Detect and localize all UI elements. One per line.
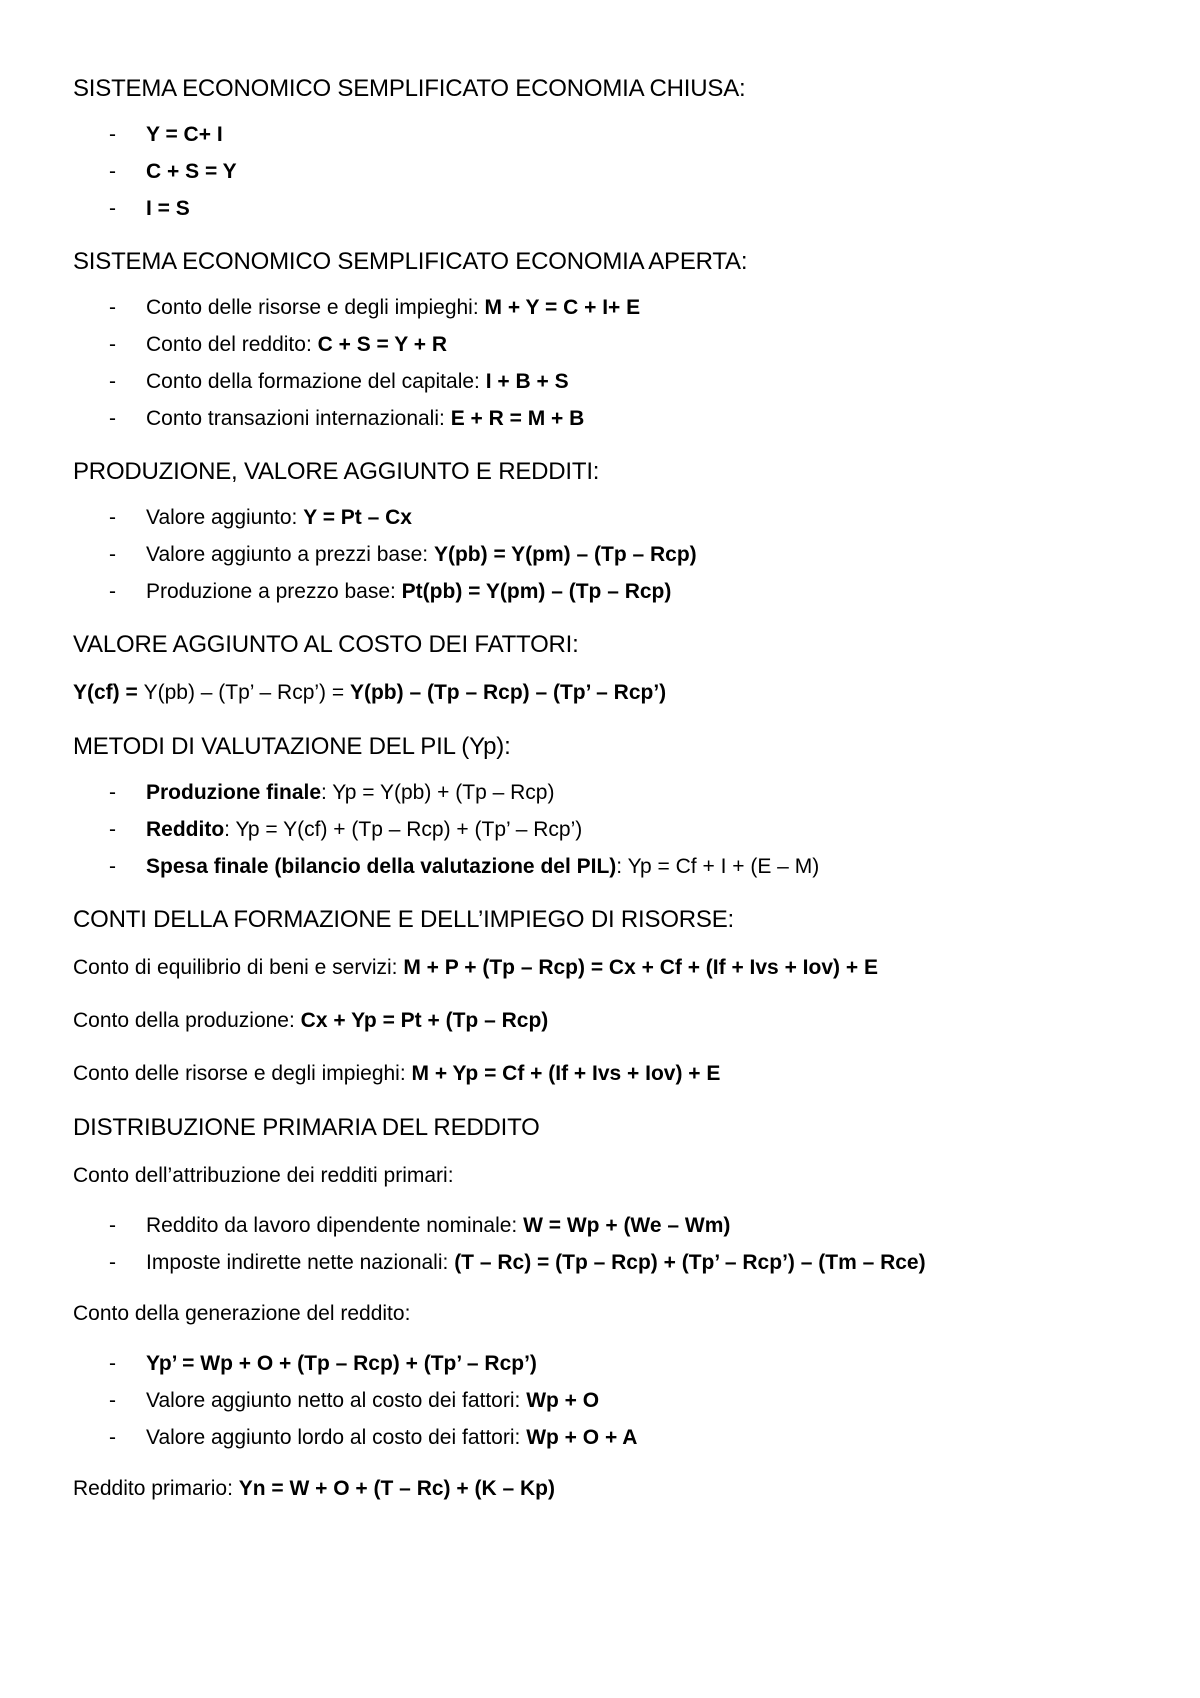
- dash-bullet: -: [109, 160, 116, 183]
- formula: E + R = M + B: [450, 407, 585, 430]
- formula-part: Y(pb) – (Tp – Rcp) – (Tp’ – Rcp’): [349, 681, 667, 704]
- subsection-intro: Conto della generazione del reddito:: [73, 1302, 411, 1325]
- formula-line: [73, 1002, 1163, 1040]
- formula: Y = Pt – Cx: [303, 506, 412, 529]
- formula: Wp + O + A: [526, 1426, 638, 1449]
- dash-bullet: -: [109, 1352, 116, 1375]
- dash-bullet: -: [109, 781, 116, 804]
- list-item: [73, 811, 1163, 848]
- section-title: SISTEMA ECONOMICO SEMPLIFICATO ECONOMIA APERTA:: [73, 248, 748, 275]
- dash-bullet: -: [109, 197, 116, 220]
- item-label: Valore aggiunto:: [146, 506, 304, 529]
- section-distribuzione-primaria: [73, 1111, 1163, 1508]
- item-label: Conto del reddito:: [146, 333, 318, 356]
- formula: I = S: [146, 197, 190, 220]
- formula: Yn = W + O + (T – Rc) + (K – Kp): [238, 1477, 555, 1500]
- list-item: [73, 1345, 1163, 1382]
- section-produzione: [73, 455, 1163, 610]
- line-label: Reddito primario:: [73, 1477, 239, 1500]
- list-item: [73, 1382, 1163, 1419]
- list-item: [73, 116, 1163, 153]
- formula-line: [73, 674, 1163, 712]
- dash-bullet: -: [109, 855, 116, 878]
- section-title: CONTI DELLA FORMAZIONE E DELL’IMPIEGO DI RISORSE:: [73, 906, 735, 933]
- item-label: Valore aggiunto netto al costo dei fattori:: [146, 1389, 527, 1412]
- section-title-main: METODI DI VALUTAZIONE DEL PIL: [73, 733, 455, 760]
- item-label: Produzione a prezzo base:: [146, 580, 402, 603]
- section-metodi-pil: [73, 730, 1163, 885]
- line-label: Conto delle risorse e degli impieghi:: [73, 1062, 412, 1085]
- formula: Pt(pb) = Y(pm) – (Tp – Rcp): [401, 580, 672, 603]
- formula: : Yp = Cf + I + (E – M): [616, 855, 820, 878]
- item-label: Conto delle risorse e degli impieghi:: [146, 296, 485, 319]
- list-item: [73, 536, 1163, 573]
- dash-bullet: -: [109, 506, 116, 529]
- formula: Cx + Yp = Pt + (Tp – Rcp): [300, 1009, 549, 1032]
- item-label: Spesa finale (bilancio della valutazione del PIL): [146, 855, 617, 878]
- dash-bullet: -: [109, 1426, 116, 1449]
- bullet-list: [73, 1207, 1163, 1281]
- formula-part: Y(pb) – (Tp’ – Rcp’) =: [143, 681, 350, 704]
- section-economia-chiusa: [73, 72, 1163, 227]
- dash-bullet: -: [109, 333, 116, 356]
- section-conti-formazione: [73, 903, 1163, 1093]
- item-label: Valore aggiunto lordo al costo dei fattori:: [146, 1426, 527, 1449]
- bullet-list: [73, 116, 1163, 227]
- formula: C + S = Y: [146, 160, 237, 183]
- formula: C + S = Y + R: [317, 333, 447, 356]
- bullet-list: [73, 774, 1163, 885]
- formula: Y = C+ I: [146, 123, 223, 146]
- list-item: [73, 326, 1163, 363]
- bullet-list: [73, 289, 1163, 437]
- list-item: [73, 1419, 1163, 1456]
- item-label: Imposte indirette nette nazionali:: [146, 1251, 455, 1274]
- list-item: [73, 573, 1163, 610]
- formula: Yp’ = Wp + O + (Tp – Rcp) + (Tp’ – Rcp’): [146, 1352, 537, 1375]
- item-label: Produzione finale: [146, 781, 322, 804]
- section-title-suffix: (Yp):: [454, 733, 511, 760]
- list-item: [73, 1244, 1163, 1281]
- dash-bullet: -: [109, 543, 116, 566]
- formula: M + Y = C + I+ E: [484, 296, 641, 319]
- formula: (T – Rc) = (Tp – Rcp) + (Tp’ – Rcp’) – (Tm – Rce): [454, 1251, 926, 1274]
- formula: Wp + O: [526, 1389, 600, 1412]
- dash-bullet: -: [109, 1251, 116, 1274]
- formula: : Yp = Y(pb) + (Tp – Rcp): [321, 781, 555, 804]
- section-title: VALORE AGGIUNTO AL COSTO DEI FATTORI:: [73, 631, 579, 658]
- subsection-intro: Conto dell’attribuzione dei redditi primari:: [73, 1164, 454, 1187]
- bullet-list: [73, 1345, 1163, 1456]
- line-label: Conto della produzione:: [73, 1009, 301, 1032]
- list-item: [73, 499, 1163, 536]
- dash-bullet: -: [109, 370, 116, 393]
- list-item: [73, 363, 1163, 400]
- section-costo-fattori: [73, 628, 1163, 712]
- item-label: Reddito: [146, 818, 225, 841]
- list-item: [73, 289, 1163, 326]
- dash-bullet: -: [109, 580, 116, 603]
- list-item: [73, 848, 1163, 885]
- formula: W = Wp + (We – Wm): [523, 1214, 731, 1237]
- section-title: [73, 730, 1163, 764]
- item-label: Conto transazioni internazionali:: [146, 407, 451, 430]
- formula: : Yp = Y(cf) + (Tp – Rcp) + (Tp’ – Rcp’): [224, 818, 583, 841]
- list-item: [73, 774, 1163, 811]
- section-title: SISTEMA ECONOMICO SEMPLIFICATO ECONOMIA CHIUSA:: [73, 75, 746, 102]
- formula: M + P + (Tp – Rcp) = Cx + Cf + (If + Ivs + Iov) + E: [403, 956, 878, 979]
- dash-bullet: -: [109, 1214, 116, 1237]
- document-page: [73, 72, 1163, 1526]
- dash-bullet: -: [109, 1389, 116, 1412]
- formula: I + B + S: [485, 370, 569, 393]
- list-item: [73, 1207, 1163, 1244]
- bullet-list: [73, 499, 1163, 610]
- formula: M + Yp = Cf + (If + Ivs + Iov) + E: [411, 1062, 721, 1085]
- item-label: Conto della formazione del capitale:: [146, 370, 486, 393]
- formula-part: Y(cf) =: [73, 681, 144, 704]
- dash-bullet: -: [109, 296, 116, 319]
- section-economia-aperta: [73, 245, 1163, 437]
- formula: Y(pb) = Y(pm) – (Tp – Rcp): [433, 543, 697, 566]
- formula-line: [73, 949, 1163, 987]
- formula-line: [73, 1470, 1163, 1508]
- list-item: [73, 190, 1163, 227]
- formula-line: [73, 1055, 1163, 1093]
- list-item: [73, 153, 1163, 190]
- line-label: Conto di equilibrio di beni e servizi:: [73, 956, 404, 979]
- dash-bullet: -: [109, 818, 116, 841]
- dash-bullet: -: [109, 407, 116, 430]
- dash-bullet: -: [109, 123, 116, 146]
- item-label: Reddito da lavoro dipendente nominale:: [146, 1214, 524, 1237]
- section-title: PRODUZIONE, VALORE AGGIUNTO E REDDITI:: [73, 458, 600, 485]
- item-label: Valore aggiunto a prezzi base:: [146, 543, 434, 566]
- list-item: [73, 400, 1163, 437]
- section-title: DISTRIBUZIONE PRIMARIA DEL REDDITO: [73, 1114, 540, 1141]
